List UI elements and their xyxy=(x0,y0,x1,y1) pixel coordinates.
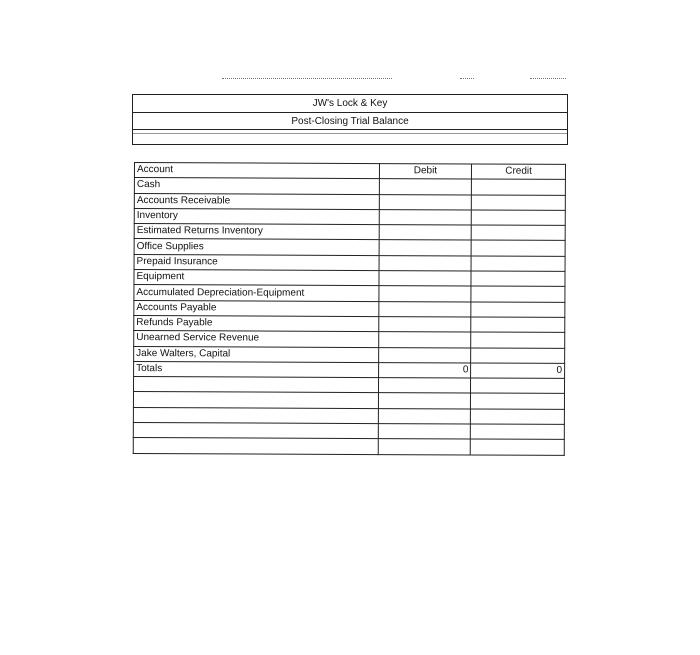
account-name: Equipment xyxy=(134,270,379,286)
account-name: Unearned Service Revenue xyxy=(134,331,379,347)
credit-cell[interactable] xyxy=(471,240,565,256)
blank-credit-cell[interactable] xyxy=(471,439,565,455)
blank-debit-cell[interactable] xyxy=(378,439,471,455)
scan-artifacts xyxy=(210,72,570,86)
account-name: Jake Walters, Capital xyxy=(134,346,379,362)
account-name: Accumulated Depreciation-Equipment xyxy=(134,285,379,301)
table-row xyxy=(134,254,565,271)
debit-cell[interactable] xyxy=(379,240,472,256)
total-debit: 0 xyxy=(378,362,471,378)
table-row xyxy=(134,346,565,363)
debit-cell[interactable] xyxy=(379,225,472,241)
company-name: JW's Lock & Key xyxy=(312,98,388,109)
blank-account-cell[interactable] xyxy=(133,392,378,408)
credit-cell[interactable] xyxy=(471,286,565,302)
column-header-account: Account xyxy=(134,163,379,179)
blank-credit-cell[interactable] xyxy=(471,378,565,394)
blank-row xyxy=(133,438,564,455)
credit-cell[interactable] xyxy=(472,195,566,211)
credit-cell[interactable] xyxy=(472,179,566,195)
credit-cell[interactable] xyxy=(472,210,566,226)
debit-cell[interactable] xyxy=(378,332,471,348)
table-row xyxy=(134,193,565,210)
account-name: Office Supplies xyxy=(134,239,379,255)
report-header xyxy=(132,94,568,130)
blank-credit-cell[interactable] xyxy=(471,409,565,425)
blank-debit-cell[interactable] xyxy=(378,424,471,440)
debit-cell[interactable] xyxy=(379,255,472,271)
credit-cell[interactable] xyxy=(471,317,565,333)
blank-credit-cell[interactable] xyxy=(471,424,565,440)
blank-credit-cell[interactable] xyxy=(471,393,565,409)
column-header-debit: Debit xyxy=(379,164,472,180)
credit-cell[interactable] xyxy=(471,302,565,318)
debit-cell[interactable] xyxy=(379,194,472,210)
credit-cell[interactable] xyxy=(471,225,565,241)
blank-account-cell[interactable] xyxy=(133,407,378,423)
table-row xyxy=(134,285,565,302)
blank-account-cell[interactable] xyxy=(133,423,378,439)
blank-debit-cell[interactable] xyxy=(378,378,471,394)
account-name: Cash xyxy=(134,178,379,194)
blank-debit-cell[interactable] xyxy=(378,408,471,424)
total-credit: 0 xyxy=(471,363,565,379)
table-row xyxy=(134,239,565,256)
credit-cell[interactable] xyxy=(471,348,565,364)
debit-cell[interactable] xyxy=(378,347,471,363)
account-name: Prepaid Insurance xyxy=(134,254,379,270)
credit-cell[interactable] xyxy=(471,256,565,272)
table-row xyxy=(134,331,565,348)
debit-cell[interactable] xyxy=(379,271,472,287)
spacer-line xyxy=(133,133,567,134)
totals-label: Totals xyxy=(134,361,379,377)
trial-balance-table xyxy=(133,162,566,456)
blank-debit-cell[interactable] xyxy=(378,393,471,409)
credit-cell[interactable] xyxy=(471,332,565,348)
table-row xyxy=(134,300,565,317)
debit-cell[interactable] xyxy=(378,301,471,317)
blank-account-cell[interactable] xyxy=(133,377,378,393)
account-name: Refunds Payable xyxy=(134,315,379,331)
debit-cell[interactable] xyxy=(379,286,472,302)
account-name: Inventory xyxy=(134,208,379,224)
table-row xyxy=(134,224,565,241)
debit-cell[interactable] xyxy=(379,209,472,225)
table-row xyxy=(134,315,565,332)
blank-account-cell[interactable] xyxy=(133,438,378,454)
account-name: Accounts Payable xyxy=(134,300,379,316)
credit-cell[interactable] xyxy=(471,271,565,287)
account-name: Estimated Returns Inventory xyxy=(134,224,379,240)
debit-cell[interactable] xyxy=(378,317,471,333)
column-header-credit: Credit xyxy=(472,164,566,180)
report-title: Post-Closing Trial Balance xyxy=(133,112,567,130)
account-name: Accounts Receivable xyxy=(134,193,379,209)
header-spacer xyxy=(132,128,568,145)
debit-cell[interactable] xyxy=(379,179,472,195)
